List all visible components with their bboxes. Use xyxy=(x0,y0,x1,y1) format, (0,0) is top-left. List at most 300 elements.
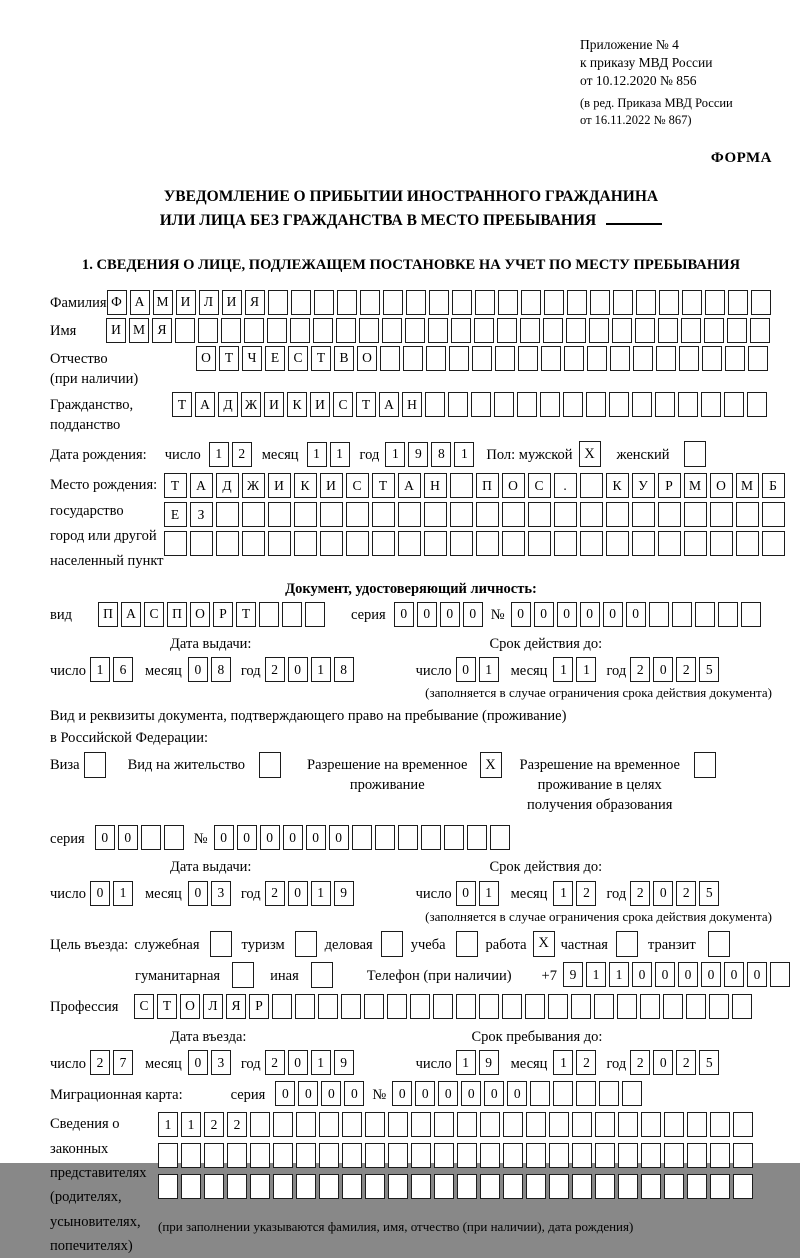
form-cell[interactable]: 0 xyxy=(463,602,483,627)
form-cell[interactable] xyxy=(158,1174,178,1199)
form-cell[interactable]: К xyxy=(287,392,307,417)
form-cell[interactable]: 0 xyxy=(580,602,600,627)
doc-expiry-day[interactable] xyxy=(456,657,499,682)
mc-series-input[interactable] xyxy=(275,1081,364,1106)
form-cell[interactable] xyxy=(490,825,510,850)
purpose-business-checkbox[interactable] xyxy=(381,931,403,957)
form-cell[interactable] xyxy=(618,1112,638,1137)
form-cell[interactable] xyxy=(702,346,722,371)
form-cell[interactable] xyxy=(475,290,495,315)
form-cell[interactable]: Я xyxy=(152,318,172,343)
form-cell[interactable] xyxy=(571,994,591,1019)
form-cell[interactable]: А xyxy=(195,392,215,417)
form-cell[interactable] xyxy=(540,392,560,417)
form-cell[interactable]: Л xyxy=(203,994,223,1019)
form-cell[interactable]: 1 xyxy=(330,442,350,467)
form-cell[interactable]: 0 xyxy=(653,1050,673,1075)
form-cell[interactable]: О xyxy=(710,473,733,498)
form-cell[interactable] xyxy=(294,531,317,556)
birthplace-input-row2[interactable] xyxy=(164,502,785,527)
form-cell[interactable]: 0 xyxy=(653,657,673,682)
form-cell[interactable]: 0 xyxy=(507,1081,527,1106)
form-cell[interactable] xyxy=(610,346,630,371)
form-cell[interactable] xyxy=(242,502,265,527)
form-cell[interactable] xyxy=(410,994,430,1019)
form-cell[interactable] xyxy=(448,392,468,417)
form-cell[interactable]: 0 xyxy=(306,825,326,850)
form-cell[interactable]: 0 xyxy=(534,602,554,627)
form-cell[interactable]: К xyxy=(606,473,629,498)
form-cell[interactable]: 1 xyxy=(311,881,331,906)
form-cell[interactable] xyxy=(701,392,721,417)
form-cell[interactable]: М xyxy=(153,290,173,315)
form-cell[interactable]: С xyxy=(346,473,369,498)
form-cell[interactable] xyxy=(541,346,561,371)
form-cell[interactable] xyxy=(320,502,343,527)
form-cell[interactable]: 0 xyxy=(214,825,234,850)
form-cell[interactable]: О xyxy=(180,994,200,1019)
form-cell[interactable]: И xyxy=(106,318,126,343)
form-cell[interactable] xyxy=(242,531,265,556)
form-cell[interactable]: 0 xyxy=(237,825,257,850)
form-cell[interactable]: 0 xyxy=(653,881,673,906)
form-cell[interactable] xyxy=(451,318,471,343)
form-cell[interactable]: 2 xyxy=(232,442,252,467)
form-cell[interactable]: 1 xyxy=(307,442,327,467)
form-cell[interactable]: 5 xyxy=(699,657,719,682)
form-cell[interactable] xyxy=(268,290,288,315)
visa-checkbox[interactable] xyxy=(84,752,106,778)
purpose-official-checkbox[interactable] xyxy=(210,931,232,957)
form-cell[interactable] xyxy=(543,318,563,343)
form-cell[interactable]: 1 xyxy=(311,1050,331,1075)
form-cell[interactable]: 0 xyxy=(678,962,698,987)
form-cell[interactable] xyxy=(406,290,426,315)
purpose-other-checkbox[interactable] xyxy=(311,962,333,988)
form-cell[interactable] xyxy=(273,1174,293,1199)
form-cell[interactable] xyxy=(314,290,334,315)
form-cell[interactable] xyxy=(360,290,380,315)
form-cell[interactable]: И xyxy=(222,290,242,315)
guardians-input-row3[interactable] xyxy=(158,1174,753,1199)
form-cell[interactable] xyxy=(649,602,669,627)
form-cell[interactable] xyxy=(480,1112,500,1137)
purpose-transit-checkbox[interactable] xyxy=(708,931,730,957)
form-cell[interactable]: 0 xyxy=(456,657,476,682)
form-cell[interactable] xyxy=(502,994,522,1019)
form-cell[interactable] xyxy=(732,994,752,1019)
citizenship-input[interactable] xyxy=(172,392,767,417)
form-cell[interactable] xyxy=(411,1174,431,1199)
form-cell[interactable] xyxy=(762,502,785,527)
form-cell[interactable] xyxy=(282,602,302,627)
form-cell[interactable]: 0 xyxy=(603,602,623,627)
form-cell[interactable] xyxy=(710,1174,730,1199)
form-cell[interactable] xyxy=(617,994,637,1019)
form-cell[interactable] xyxy=(587,346,607,371)
form-cell[interactable]: 1 xyxy=(479,657,499,682)
form-cell[interactable]: Р xyxy=(213,602,233,627)
form-cell[interactable]: Ч xyxy=(242,346,262,371)
form-cell[interactable] xyxy=(267,318,287,343)
birth-month-input[interactable] xyxy=(307,442,350,467)
form-cell[interactable] xyxy=(595,1112,615,1137)
form-cell[interactable] xyxy=(747,392,767,417)
form-cell[interactable] xyxy=(341,994,361,1019)
form-cell[interactable] xyxy=(198,318,218,343)
form-cell[interactable] xyxy=(682,290,702,315)
form-cell[interactable] xyxy=(388,1143,408,1168)
form-cell[interactable] xyxy=(474,318,494,343)
form-cell[interactable]: 0 xyxy=(456,881,476,906)
form-cell[interactable]: 1 xyxy=(113,881,133,906)
form-cell[interactable]: Р xyxy=(249,994,269,1019)
form-cell[interactable] xyxy=(449,346,469,371)
form-cell[interactable] xyxy=(549,1112,569,1137)
form-cell[interactable] xyxy=(521,290,541,315)
doc-issue-day[interactable] xyxy=(90,657,133,682)
form-cell[interactable] xyxy=(572,1112,592,1137)
form-cell[interactable] xyxy=(741,602,761,627)
birth-day-input[interactable] xyxy=(209,442,252,467)
form-cell[interactable]: 8 xyxy=(211,657,231,682)
form-cell[interactable]: 1 xyxy=(609,962,629,987)
profession-input[interactable] xyxy=(134,994,752,1019)
form-cell[interactable] xyxy=(517,392,537,417)
form-cell[interactable]: 0 xyxy=(438,1081,458,1106)
form-cell[interactable] xyxy=(640,994,660,1019)
form-cell[interactable] xyxy=(319,1112,339,1137)
form-cell[interactable]: 0 xyxy=(275,1081,295,1106)
form-cell[interactable]: 2 xyxy=(676,1050,696,1075)
form-cell[interactable]: 1 xyxy=(456,1050,476,1075)
form-cell[interactable]: Т xyxy=(372,473,395,498)
form-cell[interactable] xyxy=(733,1174,753,1199)
form-cell[interactable] xyxy=(433,994,453,1019)
form-cell[interactable]: 8 xyxy=(334,657,354,682)
form-cell[interactable] xyxy=(526,1112,546,1137)
form-cell[interactable]: 0 xyxy=(188,1050,208,1075)
form-cell[interactable] xyxy=(549,1143,569,1168)
form-cell[interactable] xyxy=(364,994,384,1019)
form-cell[interactable] xyxy=(606,502,629,527)
form-cell[interactable]: А xyxy=(190,473,213,498)
form-cell[interactable] xyxy=(434,1174,454,1199)
form-cell[interactable] xyxy=(709,994,729,1019)
form-cell[interactable] xyxy=(518,346,538,371)
form-cell[interactable] xyxy=(273,1112,293,1137)
form-cell[interactable]: С xyxy=(528,473,551,498)
form-cell[interactable] xyxy=(295,994,315,1019)
form-cell[interactable]: О xyxy=(190,602,210,627)
form-cell[interactable] xyxy=(635,318,655,343)
form-cell[interactable] xyxy=(375,825,395,850)
form-cell[interactable]: Е xyxy=(265,346,285,371)
form-cell[interactable]: 0 xyxy=(188,657,208,682)
form-cell[interactable] xyxy=(365,1143,385,1168)
form-cell[interactable] xyxy=(359,318,379,343)
form-cell[interactable] xyxy=(382,318,402,343)
form-cell[interactable] xyxy=(250,1112,270,1137)
form-cell[interactable]: А xyxy=(398,473,421,498)
form-cell[interactable] xyxy=(372,502,395,527)
form-cell[interactable] xyxy=(502,502,525,527)
form-cell[interactable]: 0 xyxy=(95,825,115,850)
form-cell[interactable] xyxy=(544,290,564,315)
form-cell[interactable]: 1 xyxy=(553,657,573,682)
form-cell[interactable] xyxy=(494,392,514,417)
form-cell[interactable] xyxy=(684,531,707,556)
form-cell[interactable]: 1 xyxy=(586,962,606,987)
form-cell[interactable] xyxy=(681,318,701,343)
form-cell[interactable] xyxy=(580,531,603,556)
form-cell[interactable]: И xyxy=(320,473,343,498)
form-cell[interactable]: 0 xyxy=(557,602,577,627)
form-cell[interactable] xyxy=(733,1143,753,1168)
form-cell[interactable] xyxy=(710,502,733,527)
form-cell[interactable]: П xyxy=(167,602,187,627)
form-cell[interactable] xyxy=(580,502,603,527)
form-cell[interactable]: 0 xyxy=(394,602,414,627)
form-cell[interactable] xyxy=(554,531,577,556)
form-cell[interactable] xyxy=(190,531,213,556)
form-cell[interactable]: 8 xyxy=(431,442,451,467)
form-cell[interactable]: 0 xyxy=(321,1081,341,1106)
form-cell[interactable] xyxy=(227,1174,247,1199)
residence-issue-month[interactable] xyxy=(188,881,231,906)
form-cell[interactable] xyxy=(319,1143,339,1168)
form-cell[interactable] xyxy=(421,825,441,850)
form-cell[interactable]: 2 xyxy=(630,657,650,682)
form-cell[interactable]: 0 xyxy=(626,602,646,627)
form-cell[interactable]: 1 xyxy=(385,442,405,467)
form-cell[interactable] xyxy=(609,392,629,417)
form-cell[interactable] xyxy=(687,1174,707,1199)
form-cell[interactable] xyxy=(718,602,738,627)
form-cell[interactable] xyxy=(425,392,445,417)
form-cell[interactable] xyxy=(216,502,239,527)
residence-permit-checkbox[interactable] xyxy=(259,752,281,778)
form-cell[interactable] xyxy=(553,1081,573,1106)
form-cell[interactable] xyxy=(318,994,338,1019)
form-cell[interactable]: 0 xyxy=(392,1081,412,1106)
form-cell[interactable] xyxy=(336,318,356,343)
form-cell[interactable]: И xyxy=(264,392,284,417)
form-cell[interactable]: 3 xyxy=(211,881,231,906)
form-cell[interactable]: 3 xyxy=(211,1050,231,1075)
form-cell[interactable]: 1 xyxy=(553,881,573,906)
form-cell[interactable] xyxy=(750,318,770,343)
form-cell[interactable] xyxy=(250,1143,270,1168)
form-cell[interactable] xyxy=(175,318,195,343)
form-cell[interactable] xyxy=(572,1174,592,1199)
form-cell[interactable] xyxy=(686,994,706,1019)
form-cell[interactable]: 0 xyxy=(632,962,652,987)
form-cell[interactable] xyxy=(664,1143,684,1168)
form-cell[interactable] xyxy=(479,994,499,1019)
form-cell[interactable] xyxy=(595,1143,615,1168)
form-cell[interactable]: М xyxy=(736,473,759,498)
form-cell[interactable] xyxy=(727,318,747,343)
form-cell[interactable] xyxy=(762,531,785,556)
form-cell[interactable]: М xyxy=(129,318,149,343)
form-cell[interactable] xyxy=(530,1081,550,1106)
form-cell[interactable]: Д xyxy=(218,392,238,417)
form-cell[interactable]: Т xyxy=(164,473,187,498)
form-cell[interactable]: Т xyxy=(157,994,177,1019)
form-cell[interactable]: О xyxy=(502,473,525,498)
patronymic-input[interactable] xyxy=(196,346,768,371)
form-cell[interactable] xyxy=(398,531,421,556)
form-cell[interactable] xyxy=(428,318,448,343)
form-cell[interactable] xyxy=(641,1143,661,1168)
form-cell[interactable] xyxy=(672,602,692,627)
form-cell[interactable]: П xyxy=(98,602,118,627)
form-cell[interactable]: 2 xyxy=(676,881,696,906)
form-cell[interactable] xyxy=(456,994,476,1019)
form-cell[interactable] xyxy=(296,1112,316,1137)
form-cell[interactable] xyxy=(452,290,472,315)
form-cell[interactable] xyxy=(503,1112,523,1137)
form-cell[interactable]: Н xyxy=(424,473,447,498)
phone-input[interactable] xyxy=(563,962,790,987)
form-cell[interactable] xyxy=(294,502,317,527)
form-cell[interactable] xyxy=(502,531,525,556)
entry-day[interactable] xyxy=(90,1050,133,1075)
entry-month[interactable] xyxy=(188,1050,231,1075)
form-cell[interactable] xyxy=(567,290,587,315)
form-cell[interactable] xyxy=(380,346,400,371)
form-cell[interactable] xyxy=(320,531,343,556)
form-cell[interactable]: . xyxy=(554,473,577,498)
form-cell[interactable]: 0 xyxy=(283,825,303,850)
form-cell[interactable]: 2 xyxy=(676,657,696,682)
form-cell[interactable] xyxy=(426,346,446,371)
form-cell[interactable] xyxy=(296,1143,316,1168)
form-cell[interactable]: А xyxy=(121,602,141,627)
form-cell[interactable] xyxy=(595,1174,615,1199)
form-cell[interactable] xyxy=(710,1112,730,1137)
form-cell[interactable]: Т xyxy=(356,392,376,417)
form-cell[interactable] xyxy=(641,1112,661,1137)
form-cell[interactable] xyxy=(342,1143,362,1168)
form-cell[interactable] xyxy=(612,318,632,343)
form-cell[interactable] xyxy=(313,318,333,343)
form-cell[interactable]: 1 xyxy=(311,657,331,682)
form-cell[interactable] xyxy=(590,290,610,315)
form-cell[interactable]: 0 xyxy=(461,1081,481,1106)
residence-number-input[interactable] xyxy=(214,825,510,850)
form-cell[interactable] xyxy=(503,1174,523,1199)
form-cell[interactable] xyxy=(658,531,681,556)
purpose-work-checkbox[interactable]: X xyxy=(533,931,555,957)
form-cell[interactable] xyxy=(305,602,325,627)
form-cell[interactable]: О xyxy=(357,346,377,371)
form-cell[interactable]: 0 xyxy=(288,657,308,682)
form-cell[interactable] xyxy=(566,318,586,343)
form-cell[interactable]: В xyxy=(334,346,354,371)
form-cell[interactable] xyxy=(398,502,421,527)
female-checkbox[interactable] xyxy=(684,441,706,467)
form-cell[interactable] xyxy=(618,1174,638,1199)
form-cell[interactable]: 9 xyxy=(334,881,354,906)
mc-number-input[interactable] xyxy=(392,1081,642,1106)
form-cell[interactable]: Б xyxy=(762,473,785,498)
form-cell[interactable] xyxy=(457,1112,477,1137)
form-cell[interactable] xyxy=(411,1143,431,1168)
form-cell[interactable] xyxy=(664,1112,684,1137)
form-cell[interactable] xyxy=(710,531,733,556)
form-cell[interactable]: 0 xyxy=(329,825,349,850)
form-cell[interactable] xyxy=(472,346,492,371)
form-cell[interactable] xyxy=(434,1143,454,1168)
form-cell[interactable]: Т xyxy=(311,346,331,371)
form-cell[interactable] xyxy=(656,346,676,371)
form-cell[interactable] xyxy=(259,602,279,627)
form-cell[interactable] xyxy=(450,531,473,556)
doc-number-input[interactable] xyxy=(511,602,761,627)
form-cell[interactable]: 5 xyxy=(699,1050,719,1075)
form-cell[interactable] xyxy=(388,1112,408,1137)
form-cell[interactable] xyxy=(476,502,499,527)
form-cell[interactable] xyxy=(346,502,369,527)
form-cell[interactable] xyxy=(181,1174,201,1199)
form-cell[interactable] xyxy=(599,1081,619,1106)
form-cell[interactable] xyxy=(678,392,698,417)
form-cell[interactable] xyxy=(296,1174,316,1199)
form-cell[interactable] xyxy=(244,318,264,343)
form-cell[interactable] xyxy=(346,531,369,556)
form-cell[interactable] xyxy=(770,962,790,987)
form-cell[interactable]: 0 xyxy=(90,881,110,906)
stay-month[interactable] xyxy=(553,1050,596,1075)
doc-kind-input[interactable] xyxy=(98,602,325,627)
form-cell[interactable] xyxy=(633,346,653,371)
form-cell[interactable] xyxy=(576,1081,596,1106)
form-cell[interactable]: О xyxy=(196,346,216,371)
form-cell[interactable]: 0 xyxy=(298,1081,318,1106)
form-cell[interactable] xyxy=(641,1174,661,1199)
form-cell[interactable] xyxy=(526,1174,546,1199)
form-cell[interactable]: 2 xyxy=(265,881,285,906)
form-cell[interactable] xyxy=(227,1143,247,1168)
form-cell[interactable] xyxy=(398,825,418,850)
form-cell[interactable] xyxy=(679,346,699,371)
form-cell[interactable] xyxy=(365,1174,385,1199)
form-cell[interactable] xyxy=(705,290,725,315)
form-cell[interactable] xyxy=(594,994,614,1019)
form-cell[interactable] xyxy=(632,531,655,556)
form-cell[interactable]: П xyxy=(476,473,499,498)
form-cell[interactable]: Е xyxy=(164,502,187,527)
form-cell[interactable]: 1 xyxy=(553,1050,573,1075)
form-cell[interactable] xyxy=(272,994,292,1019)
form-cell[interactable]: 0 xyxy=(188,881,208,906)
form-cell[interactable] xyxy=(636,290,656,315)
form-cell[interactable] xyxy=(291,290,311,315)
form-cell[interactable] xyxy=(503,1143,523,1168)
form-cell[interactable]: 2 xyxy=(576,1050,596,1075)
form-cell[interactable] xyxy=(457,1143,477,1168)
form-cell[interactable]: С xyxy=(144,602,164,627)
form-cell[interactable] xyxy=(528,531,551,556)
form-cell[interactable]: Ж xyxy=(242,473,265,498)
form-cell[interactable]: А xyxy=(130,290,150,315)
form-cell[interactable]: 9 xyxy=(334,1050,354,1075)
form-cell[interactable] xyxy=(450,502,473,527)
form-cell[interactable]: 9 xyxy=(479,1050,499,1075)
form-cell[interactable] xyxy=(337,290,357,315)
